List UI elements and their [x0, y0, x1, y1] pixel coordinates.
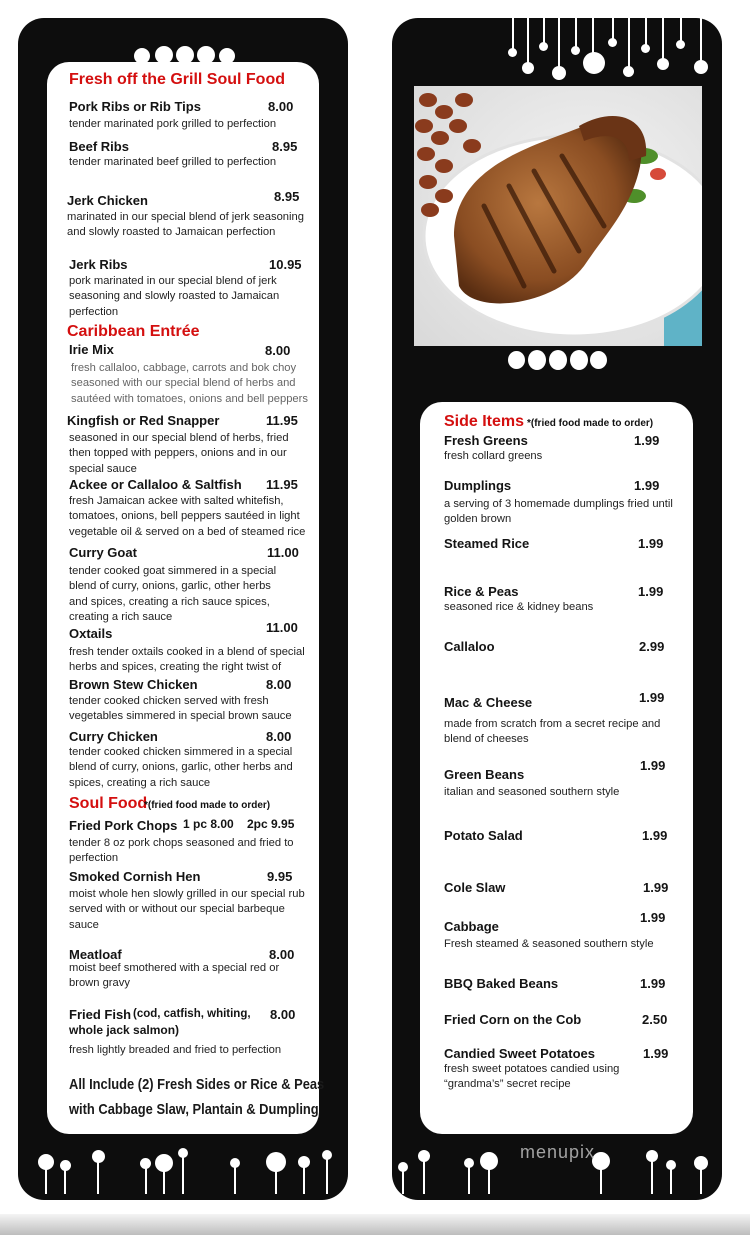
item-name: Fried Fish	[69, 1007, 132, 1022]
item-price: 9.95	[267, 869, 293, 884]
item-price: 1.99	[640, 910, 666, 925]
item-description: marinated in our special blend of jerk seasoning and slowly roasted to Jamaican perfection	[67, 211, 304, 239]
item-price: 11.95	[266, 413, 298, 428]
item-price: 1.99	[640, 976, 666, 991]
item-price: 1.99	[634, 478, 660, 493]
item-name: Rice & Peas	[444, 584, 519, 599]
item-name: Fresh Greens	[444, 433, 528, 448]
item-price: 11.95	[266, 477, 298, 492]
sides-section-title: Side Items	[444, 413, 525, 430]
item-price: 8.00	[268, 99, 294, 114]
item-description: fresh Jamaican ackee with salted whitefish, tomatoes, onions, bell peppers sautéed in light vegetable oil & served on a bed of steamed rice	[69, 495, 306, 538]
item-price: 8.00	[265, 343, 291, 358]
item-name: Pork Ribs or Rib Tips	[69, 99, 201, 114]
item-description: tender cooked goat simmered in a special blend of curry, onions, garlic, other herbs and spices, creating a rich sauce spices, creating a rich sauce	[69, 565, 277, 623]
caribbean-section-title: Caribbean Entrée	[67, 323, 200, 340]
item-name-extra: (cod, catfish, whiting,	[133, 1008, 251, 1020]
item-name: Brown Stew Chicken	[69, 677, 198, 692]
item-description: fresh collard greens	[444, 450, 543, 462]
item-price: 11.00	[266, 620, 298, 635]
item-price: 8.00	[266, 729, 292, 744]
item-name: Curry Chicken	[69, 729, 158, 744]
item-description: seasoned in our special blend of herbs, fried then topped with peppers, onions and in our special sauce	[69, 432, 289, 475]
item-name-line2: whole jack salmon)	[69, 1023, 180, 1037]
item-name: Dumplings	[444, 478, 512, 493]
item-name: BBQ Baked Beans	[444, 976, 559, 991]
item-description: tender cooked chicken served with fresh vegetables simmered in special brown sauce	[69, 695, 292, 723]
item-description: tender marinated pork grilled to perfection	[69, 118, 277, 130]
item-name: Fried Corn on the Cob	[444, 1012, 582, 1027]
item-price: 8.95	[274, 189, 300, 204]
item-price: 8.95	[272, 139, 298, 154]
item-description: italian and seasoned southern style	[444, 786, 620, 798]
item-description: Fresh steamed & seasoned southern style	[444, 938, 654, 950]
item-name: Cole Slaw	[444, 880, 506, 895]
footer-line-2: with Cabbage Slaw, Plantain & Dumpling	[69, 1101, 319, 1118]
item-name: Cabbage	[444, 919, 499, 934]
grill-section-title: Fresh off the Grill Soul Food	[69, 71, 285, 88]
item-name: Candied Sweet Potatoes	[444, 1046, 595, 1061]
item-price-2: 2pc 9.95	[247, 817, 295, 831]
item-description: fresh tender oxtails cooked in a blend of special herbs and spices, creating the right twist of	[69, 646, 305, 674]
food-photo-icon	[414, 86, 702, 346]
item-name: Green Beans	[444, 767, 525, 782]
item-price: 2.50	[642, 1012, 668, 1027]
item-price: 8.00	[269, 947, 295, 962]
item-name: Beef Ribs	[69, 139, 129, 154]
item-price: 1.99	[638, 584, 664, 599]
item-name: Fried Pork Chops	[69, 818, 178, 833]
item-description: fresh sweet potatoes candied using “grandma’s” secret recipe	[444, 1063, 620, 1091]
sides-included-note	[69, 1072, 324, 1122]
item-price: 10.95	[269, 257, 302, 272]
item-name: Smoked Cornish Hen	[69, 869, 201, 884]
page-bottom-edge	[0, 1214, 750, 1235]
item-name: Oxtails	[69, 626, 113, 641]
soul-section-title: Soul Food	[69, 795, 148, 812]
item-description: tender 8 oz pork chops seasoned and fried to perfection	[69, 837, 294, 865]
item-price: 11.00	[267, 545, 299, 560]
item-price: 8.00	[270, 1007, 296, 1022]
item-name: Steamed Rice	[444, 536, 530, 551]
item-price: 1.99	[638, 536, 664, 551]
item-price: 1.99	[643, 880, 669, 895]
item-price: 1.99	[640, 758, 666, 773]
item-price: 1 pc 8.00	[183, 817, 234, 831]
footer-line-1: All Include (2) Fresh Sides or Rice & Peas	[69, 1076, 325, 1093]
item-price: 1.99	[643, 1046, 669, 1061]
item-description: a serving of 3 homemade dumplings fried until golden brown	[444, 498, 673, 526]
item-name: Meatloaf	[69, 947, 122, 962]
item-name: Mac & Cheese	[444, 695, 533, 710]
item-name: Jerk Chicken	[67, 193, 148, 208]
grilled-pork-chop-photo	[414, 86, 702, 346]
item-price: 1.99	[642, 828, 668, 843]
item-name: Callaloo	[444, 639, 495, 654]
item-name: Curry Goat	[69, 545, 137, 560]
item-description: moist whole hen slowly grilled in our special rub served with or without our special barbeque sauce	[69, 888, 305, 931]
watermark-logo: menupix	[520, 1142, 596, 1162]
item-price: 8.00	[266, 677, 292, 692]
item-name: Jerk Ribs	[69, 257, 128, 272]
item-price: 1.99	[639, 690, 665, 705]
item-name: Ackee or Callaloo & Saltfish	[69, 477, 242, 492]
soul-section-note: *(fried food made to order)	[144, 800, 271, 811]
item-description: tender marinated beef grilled to perfection	[69, 156, 277, 168]
sides-section-note: *(fried food made to order)	[527, 418, 654, 429]
item-description: pork marinated in our special blend of jerk seasoning and slowly roasted to Jamaican perfection	[69, 275, 280, 318]
item-description: tender cooked chicken simmered in a special blend of curry, onions, garlic, other herbs and spices, creating a rich sauce	[69, 746, 293, 789]
item-price: 1.99	[634, 433, 660, 448]
item-description: made from scratch from a secret recipe and blend of cheeses	[444, 718, 661, 746]
item-description: seasoned rice & kidney beans	[444, 601, 594, 613]
item-name: Irie Mix	[69, 342, 114, 357]
item-description: fresh lightly breaded and fried to perfection	[69, 1044, 282, 1056]
item-name: Potato Salad	[444, 828, 523, 843]
item-name: Kingfish or Red Snapper	[67, 413, 220, 428]
item-description: fresh callaloo, cabbage, carrots and bok choy seasoned with our special blend of herbs and sautéed with tomatoes, onions and bell peppers	[71, 362, 308, 405]
item-description: moist beef smothered with a special red or brown gravy	[69, 962, 280, 990]
item-price: 2.99	[639, 639, 665, 654]
